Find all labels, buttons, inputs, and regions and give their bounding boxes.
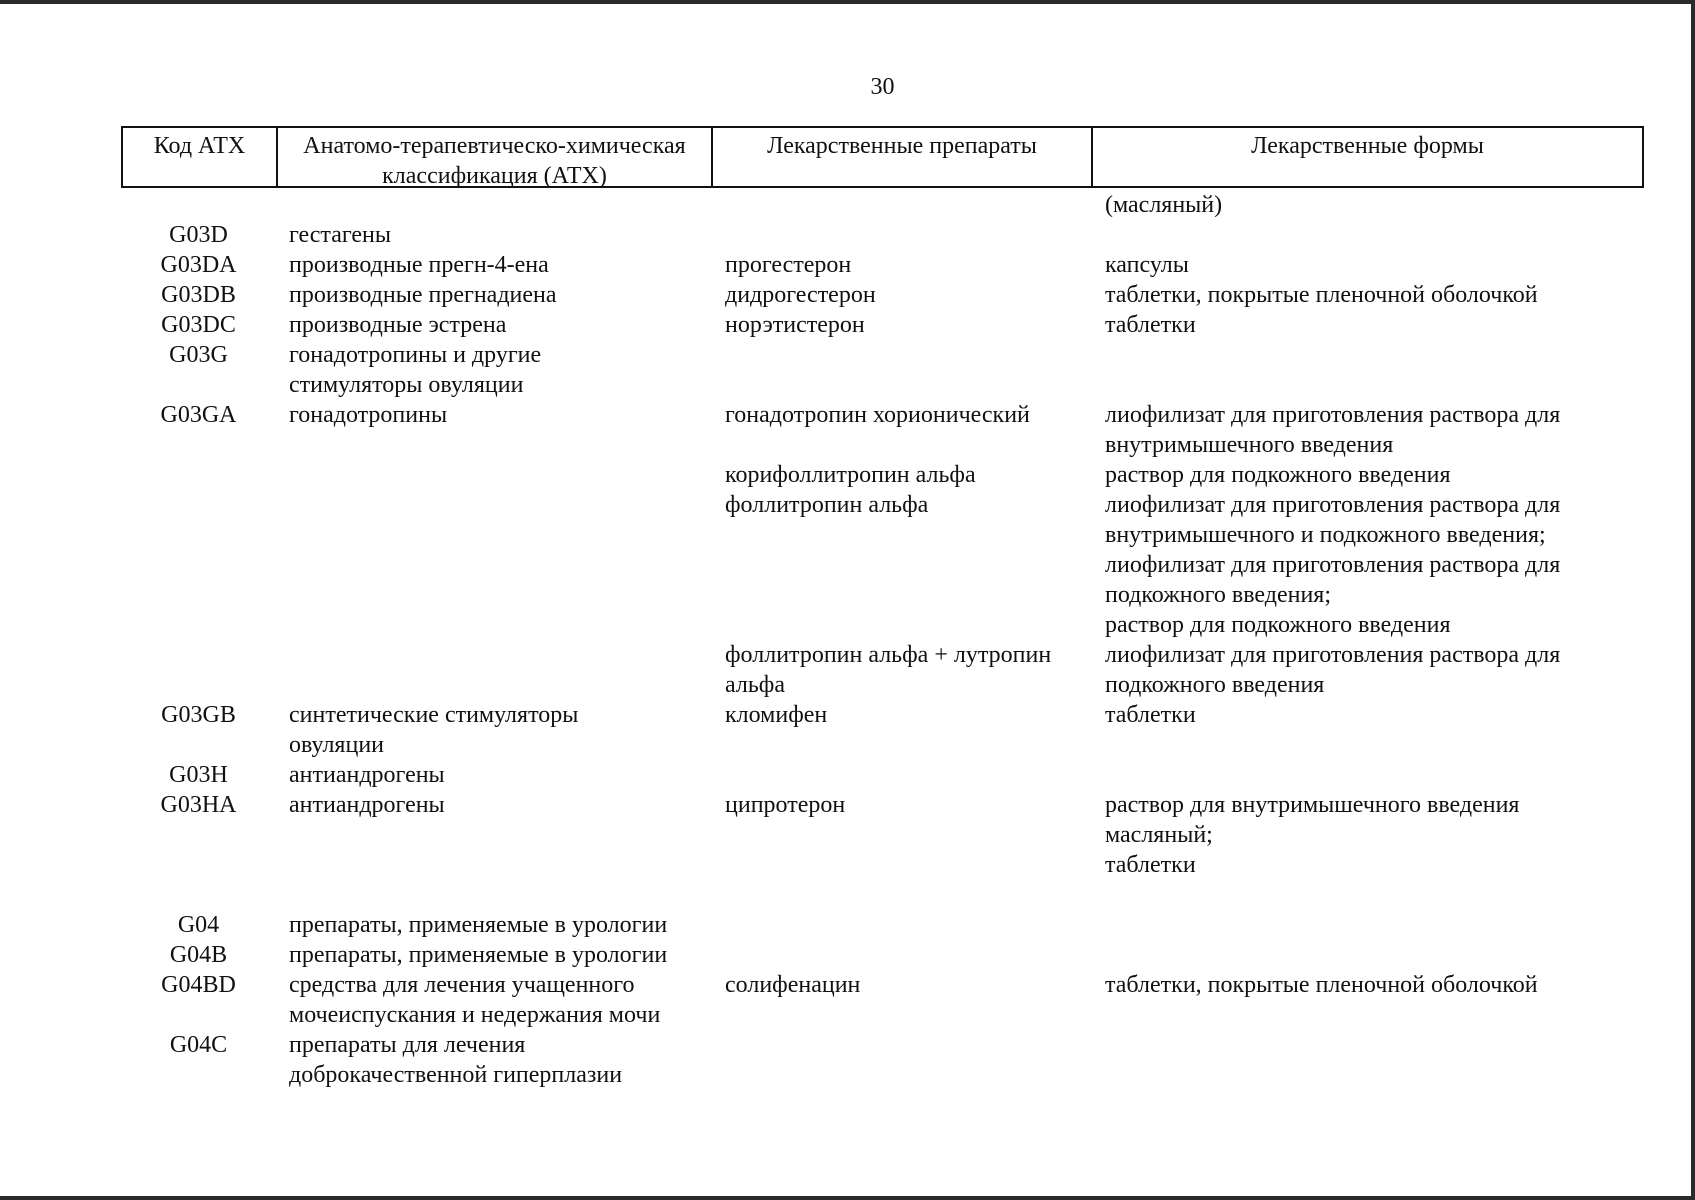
table-row (121, 970, 1644, 1030)
form-cell: лиофилизат для приготовления раствора для внутримышечного и подкожного введения; лиофилизат для приготовления раствора для подкожного введения; раствор для подкожного введения (1105, 492, 1561, 638)
table-row (121, 700, 1644, 760)
classification-cell: производные прегн-4-ена (289, 252, 549, 278)
header-classification: Анатомо-терапевтическо-химическая классификация (АТХ) (278, 128, 713, 186)
drug-cell: кломифен (725, 702, 828, 728)
classification-cell: гестагены (289, 222, 392, 248)
classification-cell: производные прегнадиена (289, 282, 557, 308)
code-cell: G03DB (161, 282, 236, 308)
form-cell: таблетки (1105, 702, 1196, 728)
classification-cell: антиандрогены (289, 762, 445, 788)
code-cell: G03DA (160, 252, 237, 278)
classification-cell: гонадотропины (289, 402, 448, 428)
drug-cell: норэтистерон (725, 312, 865, 338)
table-row (121, 640, 1644, 700)
classification-cell: антиандрогены (289, 792, 445, 818)
classification-cell: препараты для лечения доброкачественной гиперплазии (289, 1032, 623, 1088)
header-forms: Лекарственные формы (1251, 133, 1484, 159)
code-cell: G03D (169, 222, 228, 248)
drug-cell: солифенацин (725, 972, 861, 998)
table-row (121, 310, 1644, 340)
form-cell: раствор для подкожного введения (1105, 462, 1451, 488)
drug-cell: фоллитропин альфа + лутропин альфа (725, 642, 1052, 698)
table-row (121, 220, 1644, 250)
form-cell: (масляный) (1105, 192, 1223, 218)
code-cell: G03HA (160, 792, 237, 818)
header-code: Код АТХ (123, 128, 278, 186)
code-cell: G03GA (160, 402, 237, 428)
code-cell: G03H (169, 762, 228, 788)
table-header (121, 126, 1644, 188)
code-cell: G04 (177, 912, 220, 938)
classification-cell: препараты, применяемые в урологии (289, 912, 668, 938)
table-row (121, 1030, 1644, 1090)
table-row (121, 460, 1644, 490)
table-row (121, 280, 1644, 310)
classification-cell: синтетические стимуляторы овуляции (289, 702, 579, 758)
code-cell: G03GB (161, 702, 236, 728)
form-cell: таблетки, покрытые пленочной оболочкой (1105, 282, 1538, 308)
form-cell: раствор для внутримышечного введения масляный; таблетки (1105, 792, 1520, 878)
table-row (121, 790, 1644, 880)
form-cell: таблетки, покрытые пленочной оболочкой (1105, 972, 1538, 998)
classification-cell: препараты, применяемые в урологии (289, 942, 668, 968)
classification-cell: гонадотропины и другие стимуляторы овуляции (289, 342, 542, 398)
form-cell: лиофилизат для приготовления раствора для внутримышечного введения (1105, 402, 1561, 458)
code-cell: G04C (169, 1032, 228, 1058)
drug-cell: ципротерон (725, 792, 846, 818)
classification-cell: производные эстрена (289, 312, 507, 338)
table-row (121, 760, 1644, 790)
drug-cell: прогестерон (725, 252, 852, 278)
drug-cell: дидрогестерон (725, 282, 876, 308)
code-cell: G04B (169, 942, 228, 968)
page-number: 30 (870, 74, 895, 100)
table-row (121, 490, 1644, 640)
code-cell: G04BD (161, 972, 236, 998)
drug-cell: фоллитропин альфа (725, 492, 929, 518)
table-row (121, 400, 1644, 460)
table-row (121, 910, 1644, 940)
classification-cell: средства для лечения учащенного мочеиспускания и недержания мочи (289, 972, 661, 1028)
table-row (121, 340, 1644, 400)
form-cell: капсулы (1105, 252, 1189, 278)
drug-cell: гонадотропин хорионический (725, 402, 1030, 428)
drug-cell: корифоллитропин альфа (725, 462, 976, 488)
header-drugs: Лекарственные препараты (713, 128, 1093, 186)
form-cell: таблетки (1105, 312, 1196, 338)
code-cell: G03DC (161, 312, 236, 338)
table-body (121, 190, 1644, 1090)
table-row (121, 250, 1644, 280)
table-row (121, 190, 1644, 220)
table-row (121, 940, 1644, 970)
form-cell: лиофилизат для приготовления раствора для подкожного введения (1105, 642, 1561, 698)
code-cell: G03G (169, 342, 228, 368)
